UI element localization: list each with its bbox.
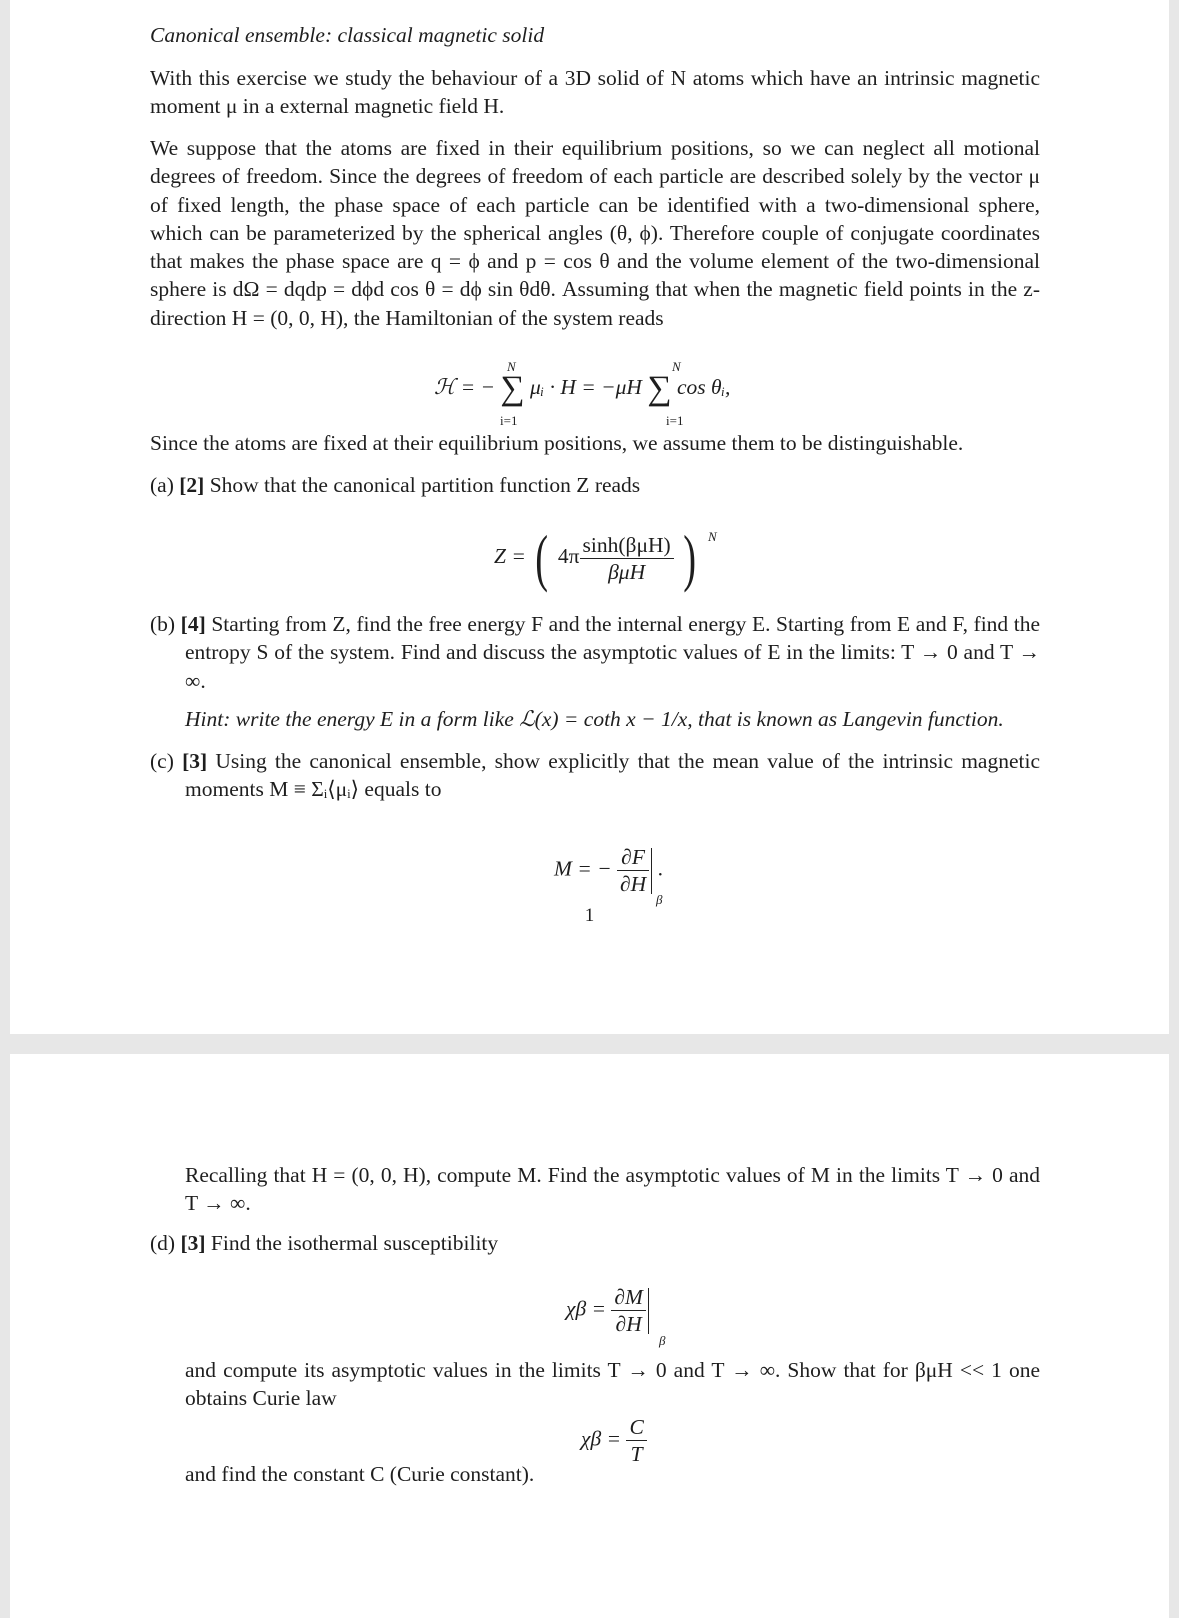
page-number: 1 [584,905,595,926]
hamiltonian-mid: = −μH [581,374,642,399]
sum-lower-2: i=1 [666,413,684,428]
chi-fraction [611,1284,646,1337]
part-b-hint: Hint: write the energy E in a form like ℒ(x) = coth x − 1/x, that is known as Langevin function. [185,707,1004,731]
hamiltonian-term-1: μᵢ · H [530,374,576,399]
part-d-text: Find the isothermal susceptibility [210,1231,499,1255]
part-a-label: (a) [150,473,174,497]
part-c-text: Using the canonical ensemble, show explicitly that the mean value of the intrinsic magnetic moments M ≡ Σᵢ⟨μᵢ⟩ equals to [185,749,1040,802]
sum-symbol-1: ∑ [500,370,525,407]
part-b-points: [4] [180,612,206,636]
z-power: N [708,529,717,544]
part-a-points: [2] [179,473,205,497]
part-c-continued: Recalling that H = (0, 0, H), compute M. Find the asymptotic values of M in the limits T → 0 and T → ∞. [185,1163,1040,1216]
sum-upper-2: N [672,359,681,374]
page-1 [10,0,1169,1034]
susceptibility-equation [566,1284,649,1337]
m-numerator: ∂F [617,844,649,871]
part-d-question [150,1229,1040,1257]
z-prefactor: 4π [557,543,580,568]
part-b-question [150,610,1040,695]
part-d-points: [3] [180,1231,206,1255]
sum-lower-1: i=1 [500,413,518,428]
curie-lhs: χβ = [581,1426,622,1451]
sum-upper-1: N [507,359,516,374]
part-d-label: (d) [150,1231,176,1255]
distinguishable-paragraph: Since the atoms are fixed at their equilibrium positions, we assume them to be distinguishable. [150,431,964,455]
z-lhs: Z = [494,543,526,568]
part-c-points: [3] [182,749,208,773]
part-b-label: (b) [150,612,176,636]
curie-numerator: C [626,1414,646,1441]
part-b-text: Starting from Z, find the free energy F and the internal energy E. Starting from E and F, find the entropy S of the system. Find and discuss the asymptotic values of E in the limits: T → 0 and T → ∞. [185,612,1041,693]
page-2 [10,1054,1169,1618]
hamiltonian-equation [434,372,730,406]
z-numerator: sinh(βμH) [580,532,674,559]
chi-subscript: β [659,1333,666,1348]
m-end: . [657,856,663,881]
part-c-question [150,747,1040,804]
part-d-after: and compute its asymptotic values in the limits T → 0 and T → ∞. Show that for βμH << 1 one obtains Curie law [185,1358,1040,1411]
setup-paragraph: We suppose that the atoms are fixed in their equilibrium positions, so we can neglect all motional degrees of freedom. Since the degrees of freedom of each particle are described solely by the vector μ of fixed length, the phase space of each particle can be identified with a two-dimensional sphere, which can be parameterized by the spherical angles (θ, ϕ). Therefore couple of conjugate coordinates that makes the phase space are q = ϕ and p = cos θ and the volume element of the two-dimensional sphere is dΩ = dqdp = dϕd cos θ = dϕ sin θdθ. Assuming that when the magnetic field points in the z-direction H = (0, 0, H), the Hamiltonian of the system reads [150,136,1040,330]
part-d-final: and find the constant C (Curie constant). [185,1462,535,1486]
hamiltonian-lhs: ℋ = − [434,374,496,399]
magnetization-equation [554,844,663,897]
curie-denominator: T [630,1442,643,1466]
sum-symbol-2: ∑ [647,370,672,407]
m-lhs: M = − [554,856,612,881]
z-fraction [580,532,674,585]
hamiltonian-term-2: cos θᵢ, [676,374,731,399]
z-denominator: βμH [608,559,646,584]
section-title: Canonical ensemble: classical magnetic solid [150,23,545,47]
m-denominator: ∂H [620,872,647,896]
chi-numerator: ∂M [611,1284,646,1311]
part-a-text: Show that the canonical partition function Z reads [209,473,641,497]
chi-denominator: ∂H [615,1312,642,1336]
part-a-question [150,471,1040,499]
intro-paragraph: With this exercise we study the behaviour of a 3D solid of N atoms which have an intrinsic magnetic moment μ in a external magnetic field H. [150,66,1040,119]
m-fraction [617,844,649,897]
m-subscript: β [656,892,663,907]
partition-function-equation: Z = ( 4π $\frac{\text{sinh(βμH)}}{\text{βμH}}$ ) [494,522,697,593]
part-c-label: (c) [150,749,174,773]
chi-lhs: χβ = [566,1296,607,1321]
